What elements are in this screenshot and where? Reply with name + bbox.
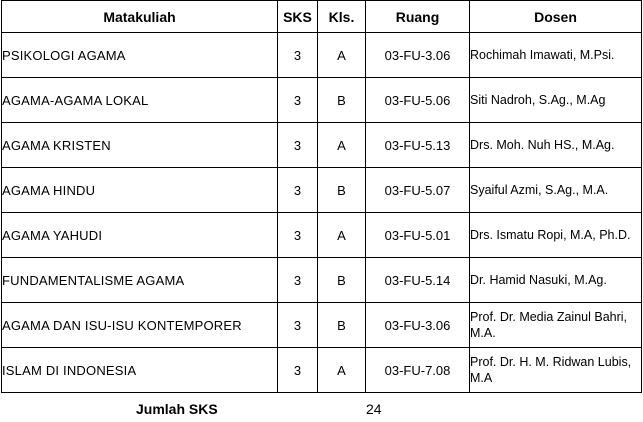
course-schedule-table [1,0,642,393]
course-class: A [318,348,366,393]
course-name: FUNDAMENTALISME AGAMA [2,258,278,303]
total-sks-label: Jumlah SKS [136,401,218,417]
table-row [2,213,642,258]
table-row [2,78,642,123]
course-class: A [318,123,366,168]
course-sks: 3 [278,168,318,213]
course-sks: 3 [278,78,318,123]
course-room: 03-FU-5.06 [366,78,470,123]
header-matakuliah: Matakuliah [2,1,278,33]
course-lecturer: Dr. Hamid Nasuki, M.Ag. [470,258,642,303]
table-row [2,123,642,168]
course-sks: 3 [278,348,318,393]
course-class: B [318,258,366,303]
course-class: A [318,33,366,78]
course-class: B [318,303,366,348]
course-name: AGAMA HINDU [2,168,278,213]
course-lecturer: Rochimah Imawati, M.Psi. [470,33,642,78]
course-class: B [318,168,366,213]
table-row [2,258,642,303]
course-sks: 3 [278,258,318,303]
table-row [2,33,642,78]
course-lecturer: Prof. Dr. H. M. Ridwan Lubis, M.A [470,348,642,393]
header-ruang: Ruang [366,1,470,33]
course-name: PSIKOLOGI AGAMA [2,33,278,78]
course-sks: 3 [278,303,318,348]
total-sks-value: 24 [366,401,382,417]
course-room: 03-FU-5.01 [366,213,470,258]
course-room: 03-FU-7.08 [366,348,470,393]
header-dosen: Dosen [470,1,642,33]
table-header-row [2,1,642,33]
table-row [2,303,642,348]
course-lecturer: Prof. Dr. Media Zainul Bahri, M.A. [470,303,642,348]
course-name: AGAMA KRISTEN [2,123,278,168]
course-room: 03-FU-3.06 [366,33,470,78]
header-kls: Kls. [318,1,366,33]
course-room: 03-FU-5.13 [366,123,470,168]
course-sks: 3 [278,213,318,258]
course-lecturer: Siti Nadroh, S.Ag., M.Ag [470,78,642,123]
course-room: 03-FU-5.14 [366,258,470,303]
table-row [2,168,642,213]
course-lecturer: Syaiful Azmi, S.Ag., M.A. [470,168,642,213]
course-name: AGAMA YAHUDI [2,213,278,258]
course-class: B [318,78,366,123]
course-lecturer: Drs. Moh. Nuh HS., M.Ag. [470,123,642,168]
course-sks: 3 [278,33,318,78]
course-lecturer: Drs. Ismatu Ropi, M.A, Ph.D. [470,213,642,258]
course-name: AGAMA DAN ISU-ISU KONTEMPORER [2,303,278,348]
course-room: 03-FU-5.07 [366,168,470,213]
course-class: A [318,213,366,258]
header-sks: SKS [278,1,318,33]
course-room: 03-FU-3.06 [366,303,470,348]
course-name: ISLAM DI INDONESIA [2,348,278,393]
table-row [2,348,642,393]
course-sks: 3 [278,123,318,168]
course-name: AGAMA-AGAMA LOKAL [2,78,278,123]
